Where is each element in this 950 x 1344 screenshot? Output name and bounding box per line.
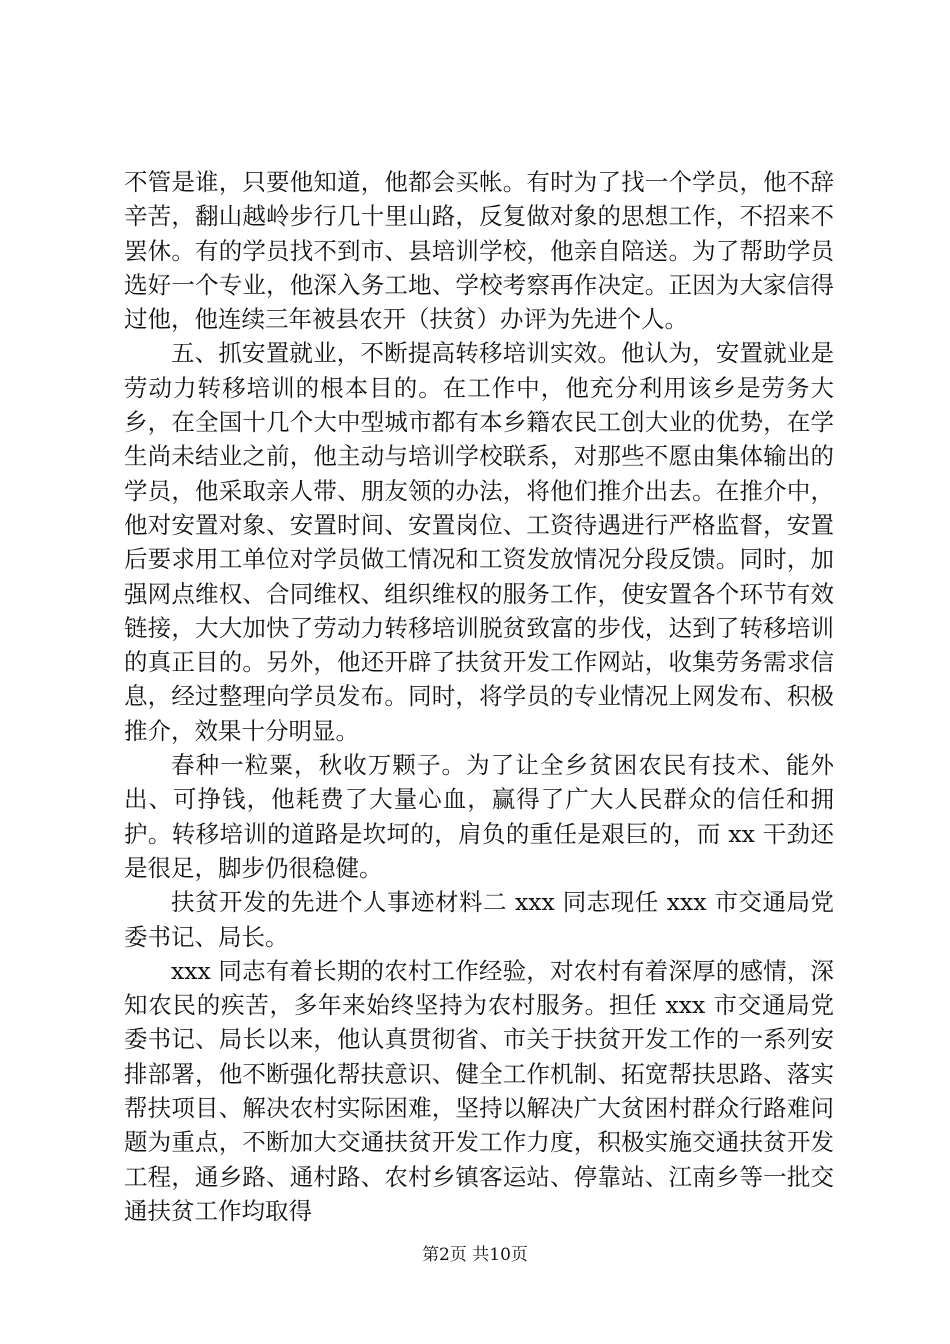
paragraph-5: xxx 同志有着长期的农村工作经验，对农村有着深厚的感情，深知农民的疾苦，多年来始终坚持为农村服务。担任 xxx 市交通局党委书记、局长以来，他认真贯彻省、市关于扶贫开发工作的一系列安排部署，他不断强化帮扶意识、健全工作机制、拓宽帮扶思路、落实帮扶项目、解决农村实际困难，坚持以解决广大贫困村群众行路难问题为重点，不断加大交通扶贫开发工作力度，积极实施交通扶贫开发工程，通乡路、通村路、农村乡镇客运站、停靠站、江南乡等一批交通扶贫工作均取得 xyxy=(124,956,834,1225)
page-number-footer: 第2页 共10页 xyxy=(422,1245,528,1265)
paragraph-4: 扶贫开发的先进个人事迹材料二 xxx 同志现任 xxx 市交通局党委书记、局长。 xyxy=(124,888,834,951)
paragraph-3: 春种一粒粟，秋收万颗子。为了让全乡贫困农民有技术、能外出、可挣钱，他耗费了大量心血，赢得了广大人民群众的信任和拥护。转移培训的道路是坎坷的，肩负的重任是艰巨的，而 xx 干劲还是很足，脚步仍很稳健。 xyxy=(124,751,834,882)
paragraph-1: 不管是谁，只要他知道，他都会买帐。有时为了找一个学员，他不辞辛苦，翻山越岭步行几十里山路，反复做对象的思想工作，不招来不罢休。有的学员找不到市、县培训学校，他亲自陪送。为了帮助学员选好一个专业，他深入务工地、学校考察再作决定。正因为大家信得过他，他连续三年被县农开（扶贫）办评为先进个人。 xyxy=(124,168,834,334)
paragraph-2: 五、抓安置就业，不断提高转移培训实效。他认为，安置就业是劳动力转移培训的根本目的。在工作中，他充分利用该乡是劳务大乡，在全国十几个大中型城市都有本乡籍农民工创大业的优势，在学生尚未结业之前，他主动与培训学校联系，对那些不愿由集体输出的学员，他采取亲人带、朋友领的办法，将他们推介出去。在推介中，他对安置对象、安置时间、安置岗位、工资待遇进行严格监督，安置后要求用工单位对学员做工情况和工资发放情况分段反馈。同时，加强网点维权、合同维权、组织维权的服务工作，使安置各个环节有效链接，大大加快了劳动力转移培训脱贫致富的步伐，达到了转移培训的真正目的。另外，他还开辟了扶贫开发工作网站，收集劳务需求信息，经过整理向学员发布。同时，将学员的专业情况上网发布、积极推介，效果十分明显。 xyxy=(124,339,834,745)
document-body xyxy=(124,165,834,1228)
